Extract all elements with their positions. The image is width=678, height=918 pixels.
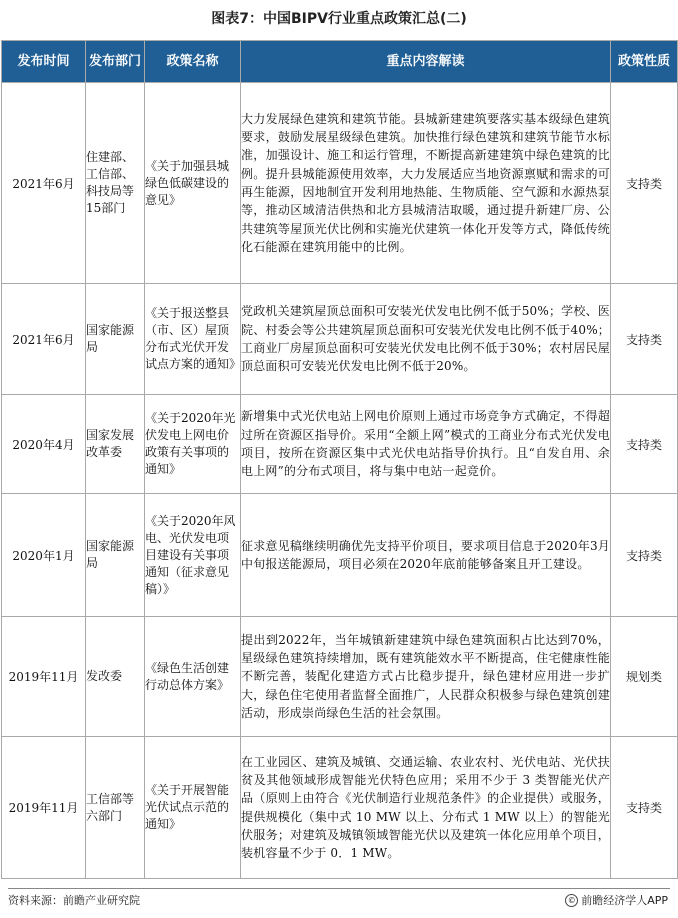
cell-name: 《关于2020年光伏发电上网电价政策有关事项的通知》 bbox=[145, 395, 241, 494]
cell-name: 《关于加强县城绿色低碳建设的意见》 bbox=[145, 83, 241, 284]
cell-name: 《绿色生活创建行动总体方案》 bbox=[145, 617, 241, 737]
figure-title: 图表7：中国BIPV行业重点政策汇总(二) bbox=[211, 11, 467, 27]
cell-content: 党政机关建筑屋顶总面积可安装光伏发电比例不低于50%；学校、医院、村委会等公共建筑屋顶总面积可安装光伏发电比例不低于40%；工商业厂房屋顶总面积可安装光伏发电比例不低于30%；农村居民屋顶总面积可安装光伏发电比例不低于20%。 bbox=[241, 284, 611, 395]
table-row bbox=[2, 737, 678, 879]
cell-type: 支持类 bbox=[611, 737, 678, 879]
table-row bbox=[2, 494, 678, 617]
cell-name: 《关于2020年风电、光伏发电项目建设有关事项通知（征求意见稿）》 bbox=[145, 494, 241, 617]
cell-date: 2019年11月 bbox=[2, 617, 86, 737]
cell-content: 在工业园区、建筑及城镇、交通运输、农业农村、光伏电站、光伏扶贫及其他领域形成智能光伏特色应用；采用不少于 3 类智能光伏产品（原则上由符合《光伏制造行业规范条件》的企业提供）或服务，提供规模化（集中式 10 MW 以上、分布式 1 MW 以上）的智能光伏服务；对建筑及城镇领域智能光伏以及建筑一体化应用单个项目，装机容量不少于 0．1 MW。 bbox=[241, 737, 611, 879]
cell-name: 《关于开展智能光伏试点示范的通知》 bbox=[145, 737, 241, 879]
cell-type: 支持类 bbox=[611, 83, 678, 284]
cell-dept: 国家发展改革委 bbox=[86, 395, 145, 494]
table-row bbox=[2, 617, 678, 737]
cell-type: 支持类 bbox=[611, 494, 678, 617]
cell-content: 大力发展绿色建筑和建筑节能。县城新建建筑要落实基本级绿色建筑要求，鼓励发展星级绿色建筑。加快推行绿色建筑和建筑节能节水标准，加强设计、施工和运行管理，不断提高新建建筑中绿色建筑的比例。提升县城能源使用效率，大力发展适应当地资源禀赋和需求的可再生能源，因地制宜开发利用地热能、生物质能、空气源和水源热泵等，推动区域清洁供热和北方县城清洁取暖，通过提升新建厂房、公共建筑等屋顶光伏比例和实施光伏建筑一体化开发等方式，降低传统化石能源在建筑用能中的比例。 bbox=[241, 83, 611, 284]
cell-dept: 住建部、工信部、科技局等15部门 bbox=[86, 83, 145, 284]
table-row bbox=[2, 83, 678, 284]
cell-date: 2019年11月 bbox=[2, 737, 86, 879]
table-header-row bbox=[2, 41, 678, 83]
cell-date: 2021年6月 bbox=[2, 83, 86, 284]
cell-dept: 发改委 bbox=[86, 617, 145, 737]
header-name: 政策名称 bbox=[145, 41, 241, 83]
cell-content: 征求意见稿继续明确优先支持平价项目，要求项目信息于2020年3月中旬报送能源局，项目必须在2020年底前能够备案且开工建设。 bbox=[241, 494, 611, 617]
footer-divider bbox=[8, 888, 670, 889]
cell-date: 2020年1月 bbox=[2, 494, 86, 617]
header-content: 重点内容解读 bbox=[241, 41, 611, 83]
cell-type: 支持类 bbox=[611, 395, 678, 494]
cell-date: 2021年6月 bbox=[2, 284, 86, 395]
cell-type: 支持类 bbox=[611, 284, 678, 395]
cell-name: 《关于报送整县（市、区）屋顶分布式光伏开发试点方案的通知》 bbox=[145, 284, 241, 395]
source-note: 资料来源：前瞻产业研究院 bbox=[8, 894, 140, 907]
table-row bbox=[2, 395, 678, 494]
brand-credit bbox=[565, 892, 668, 908]
copyright-icon: © bbox=[565, 894, 578, 907]
table-row bbox=[2, 284, 678, 395]
cell-date: 2020年4月 bbox=[2, 395, 86, 494]
policy-table bbox=[1, 40, 678, 879]
cell-content: 提出到2022年，当年城镇新建建筑中绿色建筑面积占比达到70%，星级绿色建筑持续增加，既有建筑能效水平不断提高，住宅健康性能不断完善，装配化建造方式占比稳步提升，绿色建材应用进一步扩大，绿色住宅使用者监督全面推广，人民群众积极参与绿色建筑创建活动，形成崇尚绿色生活的社会氛围。 bbox=[241, 617, 611, 737]
header-date: 发布时间 bbox=[2, 41, 86, 83]
header-dept: 发布部门 bbox=[86, 41, 145, 83]
brand-label: 前瞻经济学人APP bbox=[581, 894, 668, 907]
cell-dept: 国家能源局 bbox=[86, 284, 145, 395]
cell-dept: 国家能源局 bbox=[86, 494, 145, 617]
cell-content: 新增集中式光伏电站上网电价原则上通过市场竞争方式确定，不得超过所在资源区指导价。采用“全额上网”模式的工商业分布式光伏发电项目，按所在资源区集中式光伏电站指导价执行。且“自发自用、余电上网”的分布式项目，将与集中电站一起竞价。 bbox=[241, 395, 611, 494]
cell-type: 规划类 bbox=[611, 617, 678, 737]
header-type: 政策性质 bbox=[611, 41, 678, 83]
cell-dept: 工信部等六部门 bbox=[86, 737, 145, 879]
